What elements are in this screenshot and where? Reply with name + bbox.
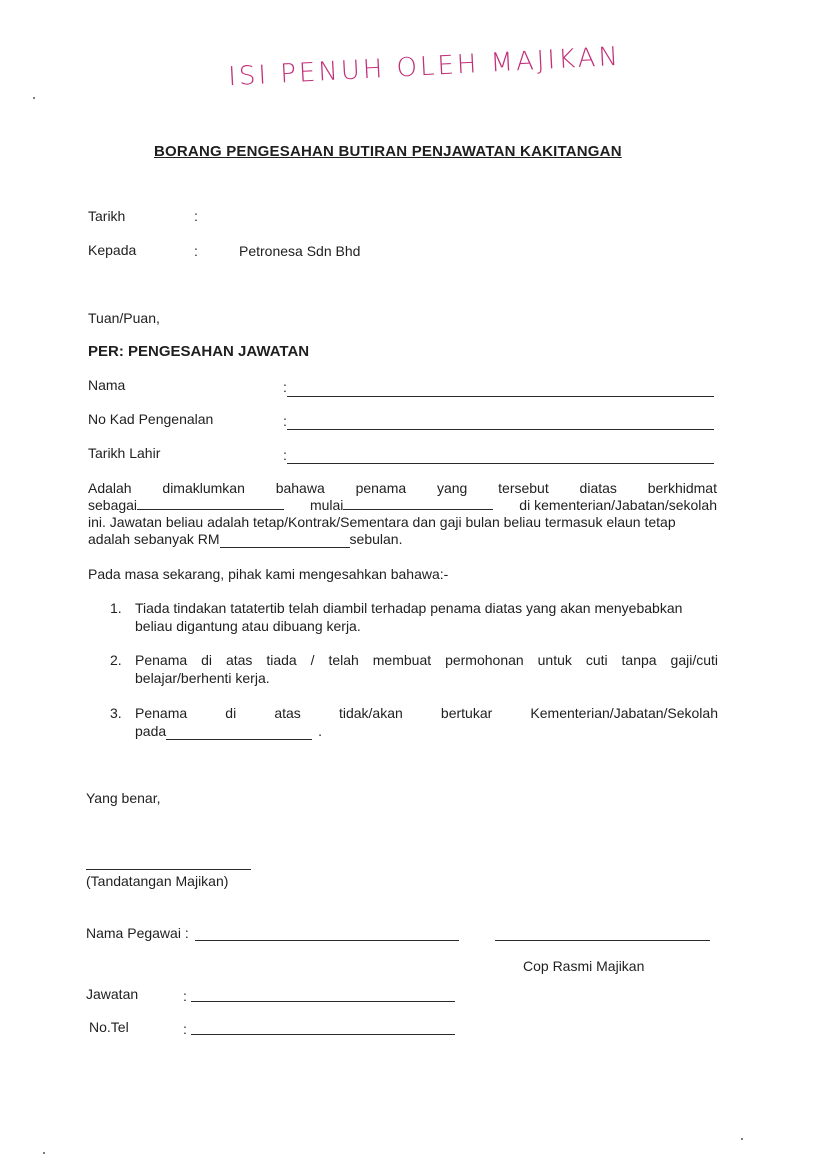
jawatan-colon: : (183, 988, 187, 1004)
tarikh-lahir-colon: : (283, 447, 287, 463)
mulai-blank[interactable] (343, 496, 493, 510)
nama-pegawai-label: Nama Pegawai : (86, 925, 189, 941)
cop-rasmi-line[interactable] (495, 940, 710, 941)
tarikh-colon: : (194, 208, 198, 224)
word: berkhidmat (647, 480, 717, 496)
sebulan-label: sebulan. (349, 531, 403, 547)
word: untuk (537, 652, 572, 668)
scan-speck (33, 97, 35, 99)
word: / (310, 652, 315, 668)
paragraph-line-3 (88, 514, 717, 531)
cop-rasmi-label: Cop Rasmi Majikan (523, 958, 645, 974)
word: Kementerian/Jabatan/Sekolah (530, 705, 718, 721)
salary-blank[interactable] (220, 534, 350, 548)
item-line-text: Tiada tindakan tatatertib telah diambil terhadap penama diatas yang akan menyebabkan (135, 600, 683, 616)
notel-field[interactable] (191, 1034, 455, 1035)
sebagai-label: sebagai (88, 497, 138, 513)
word: diatas (579, 480, 617, 496)
item-line (135, 704, 718, 722)
nama-label: Nama (88, 377, 126, 393)
word: gaji/cuti (670, 652, 718, 668)
word: tersebut (498, 480, 549, 496)
signature-label: (Tandatangan Majikan) (86, 873, 229, 889)
word: membuat (372, 652, 432, 668)
statement-paragraph (88, 480, 717, 548)
item-text (135, 704, 718, 740)
item-line (135, 617, 718, 635)
kementerian-text: di kementerian/Jabatan/sekolah (519, 497, 717, 513)
item-line-text: beliau digantung atau dibuang kerja. (135, 618, 361, 634)
nama-colon: : (283, 379, 287, 395)
pada-blank[interactable] (166, 726, 312, 740)
confirm-item-3 (110, 704, 718, 740)
period: . (318, 723, 323, 739)
paragraph-line-2 (88, 497, 717, 514)
word: di (201, 652, 212, 668)
nama-field[interactable] (287, 396, 714, 397)
item-number: 3. (110, 705, 122, 721)
item-line (135, 599, 718, 617)
confirm-item-1 (110, 599, 718, 635)
word: tiada (266, 652, 297, 668)
word: di (225, 705, 237, 721)
item-line (135, 722, 718, 740)
paragraph-line-1 (88, 480, 717, 497)
notel-colon: : (183, 1021, 187, 1037)
mulai-label: mulai (309, 497, 344, 513)
no-kad-colon: : (283, 413, 287, 429)
rm-label: adalah sebanyak RM (88, 531, 220, 547)
kepada-colon: : (194, 243, 198, 259)
paragraph-line-3-text: ini. Jawatan beliau adalah tetap/Kontrak/Sementara dan gaji bulan beliau termasuk elaun tetap (88, 514, 676, 530)
word: permohonan (445, 652, 524, 668)
mulai-text (310, 496, 493, 514)
salutation: Tuan/Puan, (88, 310, 160, 326)
nama-pegawai-field[interactable] (195, 940, 459, 941)
word: Adalah (88, 480, 132, 496)
scan-speck (43, 1152, 45, 1154)
confirm-item-2 (110, 651, 718, 687)
word: dimaklumkan (162, 480, 245, 496)
item-line (135, 669, 718, 687)
item-number: 2. (110, 652, 122, 668)
word: penama (355, 480, 407, 496)
item-text (135, 651, 718, 687)
no-kad-field[interactable] (287, 429, 714, 430)
word: Penama (135, 705, 188, 721)
word: atas (225, 652, 253, 668)
word: cuti (585, 652, 608, 668)
scan-speck (741, 1138, 743, 1140)
word: telah (328, 652, 359, 668)
jawatan-blank[interactable] (137, 496, 284, 510)
word: bahawa (275, 480, 325, 496)
item-text (135, 599, 718, 635)
word: Penama (135, 652, 188, 668)
tarikh-label: Tarikh (88, 208, 126, 224)
paragraph-line-4 (88, 531, 717, 548)
tarikh-lahir-label: Tarikh Lahir (88, 445, 161, 461)
tarikh-lahir-field[interactable] (287, 463, 714, 464)
subject-heading: PER: PENGESAHAN JAWATAN (88, 343, 310, 360)
word: atas (274, 705, 301, 721)
item-line-text: belajar/berhenti kerja. (135, 670, 270, 686)
signature-line[interactable] (86, 869, 251, 870)
word: tanpa (621, 652, 657, 668)
closing: Yang benar, (86, 790, 161, 806)
form-title: BORANG PENGESAHAN BUTIRAN PENJAWATAN KAKITANGAN (154, 143, 622, 160)
item-number: 1. (110, 600, 122, 616)
word: tidak/akan (338, 705, 403, 721)
pada-label: pada (135, 723, 167, 739)
no-kad-label: No Kad Pengenalan (88, 411, 214, 427)
jawatan-label: Jawatan (86, 986, 139, 1002)
word: bertukar (440, 705, 493, 721)
kepada-value: Petronesa Sdn Bhd (239, 243, 361, 259)
word: yang (436, 480, 468, 496)
jawatan-field[interactable] (191, 1001, 455, 1002)
confirm-intro: Pada masa sekarang, pihak kami mengesahkan bahawa:- (88, 566, 449, 582)
handwritten-note: ISI PENUH OLEH MAJIKAN (227, 41, 622, 93)
sebagai-text (88, 496, 284, 514)
notel-label: No.Tel (89, 1019, 129, 1035)
item-line (135, 651, 718, 669)
kepada-label: Kepada (88, 242, 137, 258)
